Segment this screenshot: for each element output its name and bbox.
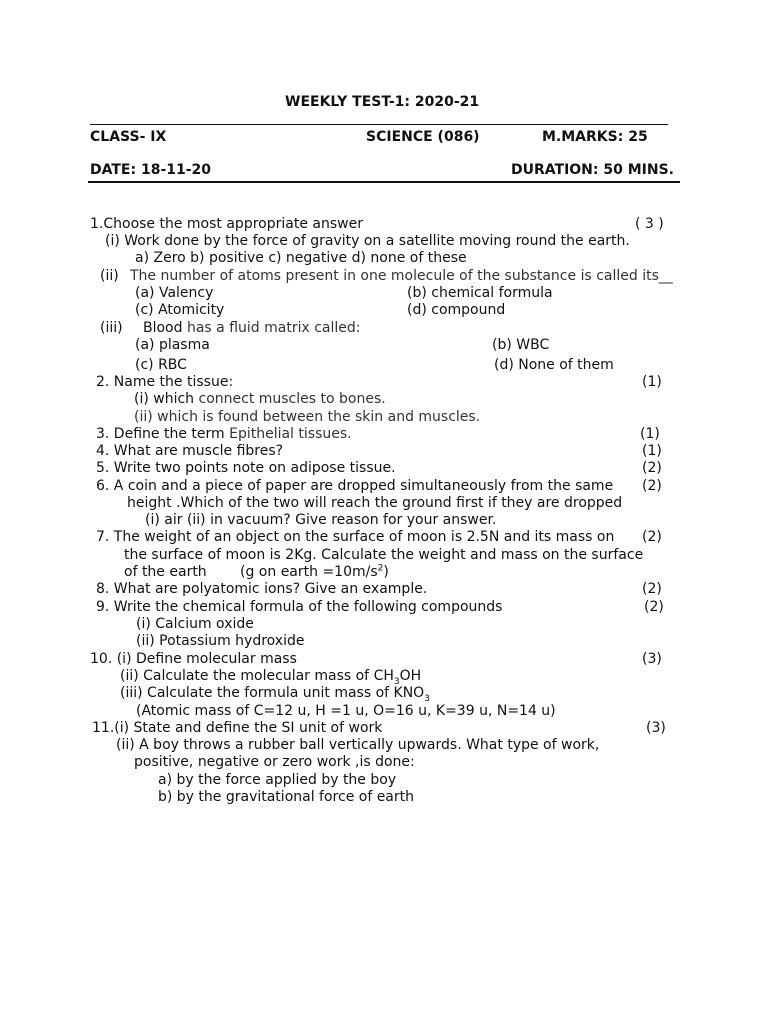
q7-line-3a: of the earth (124, 564, 207, 580)
q1-ii-stem: The number of atoms present in one molecule of the substance is called its__ (130, 268, 673, 284)
max-marks-label: M.MARKS: 25 (542, 129, 648, 145)
q11-stem: 11.(i) State and define the SI unit of work (92, 720, 383, 736)
q9-i: (i) Calcium oxide (136, 616, 254, 632)
q8-marks: (2) (642, 581, 662, 597)
duration-label: DURATION: 50 MINS. (511, 162, 674, 178)
q9-stem: 9. Write the chemical formula of the following compounds (96, 599, 503, 615)
q1-i-stem: (i) Work done by the force of gravity on a satellite moving round the earth. (105, 233, 630, 249)
q2-ii: (ii) which is found between the skin and muscles. (134, 409, 481, 425)
q6-line-1: 6. A coin and a piece of paper are dropped simultaneously from the same (96, 478, 614, 494)
q11-option-a: a) by the force applied by the boy (158, 772, 397, 788)
q1-ii-option-c: (c) Atomicity (135, 302, 225, 318)
q1-marks: ( 3 ) (635, 216, 664, 232)
q1-ii-option-d: (d) compound (407, 302, 506, 318)
header-divider (90, 124, 668, 125)
q8-stem: 8. What are polyatomic ions? Give an example. (96, 581, 428, 597)
q7-line-1: 7. The weight of an object on the surface of moon is 2.5N and its mass on (96, 529, 615, 545)
q1-iii-option-d: (d) None of them (494, 357, 614, 373)
q11-marks: (3) (646, 720, 666, 736)
q5-marks: (2) (642, 460, 662, 476)
q2-i: (i) which connect muscles to bones. (134, 391, 386, 407)
q5-stem: 5. Write two points note on adipose tissue. (96, 460, 396, 476)
q10-marks: (3) (642, 651, 662, 667)
q11-ii-line-2: positive, negative or zero work ,is done: (134, 754, 415, 770)
q1-i-options: a) Zero b) positive c) negative d) none of these (135, 250, 467, 266)
q7-marks: (2) (642, 529, 662, 545)
q6-line-2: height .Which of the two will reach the ground first if they are dropped (127, 495, 623, 511)
q4-marks: (1) (642, 443, 662, 459)
class-label: CLASS- IX (90, 129, 167, 145)
q2-stem: 2. Name the tissue: (96, 374, 234, 390)
q1-iii-stem: Blood has a fluid matrix called: (143, 320, 361, 336)
q6-line-3: (i) air (ii) in vacuum? Give reason for your answer. (145, 512, 497, 528)
date-label: DATE: 18-11-20 (90, 162, 212, 178)
q4-stem: 4. What are muscle fibres? (96, 443, 284, 459)
q1-iii-option-b: (b) WBC (492, 337, 550, 353)
q9-ii: (ii) Potassium hydroxide (136, 633, 305, 649)
q1-ii-number: (ii) (100, 268, 119, 284)
q1-iii-option-a: (a) plasma (135, 337, 210, 353)
q3-marks: (1) (640, 426, 660, 442)
q1-iii-number: (iii) (100, 320, 123, 336)
q1-stem: 1.Choose the most appropriate answer (90, 216, 363, 232)
q7-line-2: the surface of moon is 2Kg. Calculate the weight and mass on the surface (124, 547, 644, 563)
q1-iii-option-c: (c) RBC (135, 357, 187, 373)
q2-marks: (1) (642, 374, 662, 390)
header-bottom-rule (88, 181, 680, 183)
page-title: WEEKLY TEST-1: 2020-21 (285, 94, 480, 110)
q10-note: (Atomic mass of C=12 u, H =1 u, O=16 u, K=39 u, N=14 u) (136, 703, 556, 719)
q1-ii-option-b: (b) chemical formula (407, 285, 553, 301)
q10-iii: (iii) Calculate the formula unit mass of $KNO_3$ (120, 685, 430, 704)
q10-stem: 10. (i) Define molecular mass (90, 651, 297, 667)
q11-ii-line-1: (ii) A boy throws a rubber ball vertically upwards. What type of work, (116, 737, 600, 753)
q9-marks: (2) (644, 599, 664, 615)
q3-stem: 3. Define the term Epithelial tissues. (96, 426, 352, 442)
q6-marks: (2) (642, 478, 662, 494)
q1-ii-option-a: (a) Valency (135, 285, 214, 301)
subject-label: SCIENCE (086) (366, 129, 480, 145)
q11-option-b: b) by the gravitational force of earth (158, 789, 415, 805)
q7-line-3b: (g on earth $=10m/s^2$) (240, 563, 389, 580)
q10-ii: (ii) Calculate the molecular mass of $CH_3OH$ (120, 668, 422, 687)
